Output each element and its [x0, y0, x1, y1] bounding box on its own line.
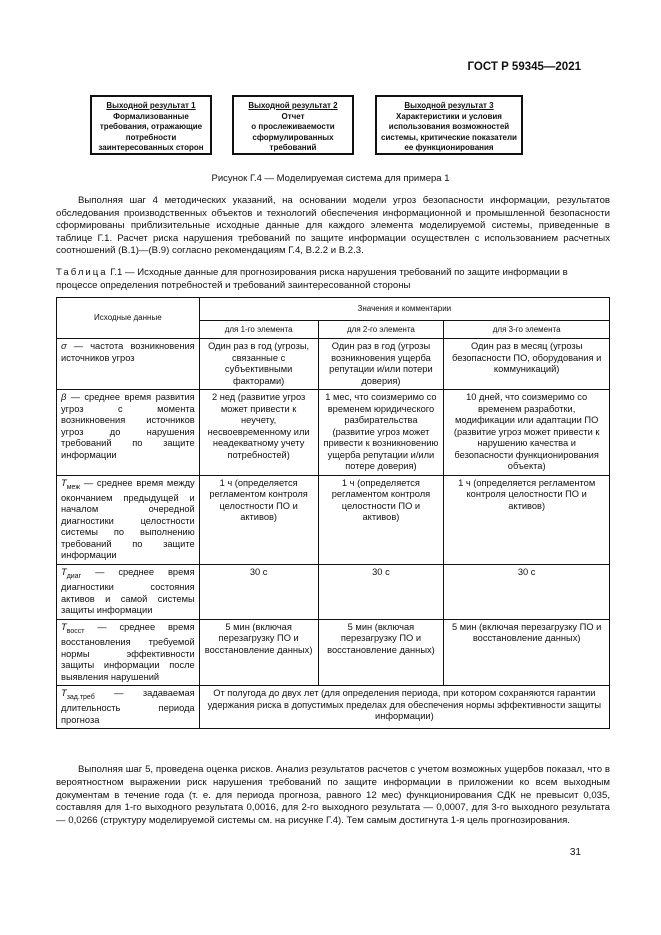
- value-cell: Один раз в месяц (угрозы безопасности ПО, оборудования и коммуникаций): [444, 339, 610, 390]
- output-result-box-2: [232, 95, 354, 155]
- output-result-box-3: [375, 95, 523, 155]
- value-cell: Один раз в год (угрозы, связанные с субъективными факторами): [199, 339, 318, 390]
- row-symbol: σ: [61, 341, 67, 351]
- row-label-text: — среднее время диагностики состояния активов и самой системы защиты информации: [61, 566, 195, 616]
- row-label: [57, 619, 200, 685]
- header-col-2: для 2-го элемента: [318, 321, 444, 339]
- row-symbol: T: [61, 477, 67, 488]
- value-cell: 30 с: [318, 564, 444, 619]
- table-row: [57, 564, 610, 619]
- row-label-text: — частота возникновения источников угроз: [61, 341, 195, 363]
- header-source: Исходные данные: [57, 298, 200, 339]
- row-symbol-subscript: меж: [66, 483, 80, 491]
- table-caption: [56, 267, 610, 292]
- box-body: о прослеживаемости сформулированных требований: [251, 122, 335, 152]
- value-cell: Один раз в год (угрозы возникновения ущерба репутации и/или потери доверия): [318, 339, 444, 390]
- value-cell: 2 нед (развитие угроз может привести к неучету, несвоевременному или неадекватному учету потребностей): [199, 390, 318, 476]
- row-symbol-subscript: диаг: [66, 572, 82, 580]
- value-cell-merged: От полугода до двух лет (для определения периода, при котором сохраняются гарантии удержания риска в допустимых пределах для обеспечения нормы эффективности защиты информации): [199, 686, 609, 729]
- table-caption-label: Таблица: [56, 267, 108, 278]
- table-row: [57, 339, 610, 390]
- value-cell: 10 дней, что соизмеримо со временем разработки, модификации или адаптации ПО (развитие угроз может привести к нарушению качества и безопасности функционирования объекта): [444, 390, 610, 476]
- value-cell: 5 мин (включая перезагрузку ПО и восстановление данных): [444, 619, 610, 685]
- output-result-box-1: [90, 95, 212, 155]
- value-cell: 1 мес, что соизмеримо со временем юридического разбирательства (развитие угроз может привести к возникновению ущерба репутации и/или потере доверия): [318, 390, 444, 476]
- box-title: Выходной результат 1: [106, 101, 196, 110]
- value-cell: 30 с: [199, 564, 318, 619]
- row-label-text: — среднее время между окончанием предыдущей и началом очередной диагностики целостности системы по выполнению требований по защите информации: [61, 477, 195, 561]
- box-title: Выходной результат 3: [404, 101, 494, 110]
- header-col-3: для 3-го элемента: [444, 321, 610, 339]
- row-label-text: — задаваемая длительность периода прогноза: [61, 688, 195, 725]
- paragraph-step5: Выполняя шаг 5, проведена оценка рисков. Анализ результатов расчетов с учетом возможных ущербов показал, что в вероятностном выражении риск нарушения требований по защите информации в приложении ко всем выходным документам в течение года (т. е. для периода прогноза, равного 12 мес) функционирования СДК не превысит 0,035, составляя для 1-го выходного результата 0,0016, для 2-го выходного результата — 0,0007, для 3-го выходного результата — 0,0266 (структуру моделируемой системы см. на рисунке Г.4). Тем самым достигнута 1-я цель прогнозирования.: [56, 764, 610, 827]
- row-label-text: — среднее время восстановления требуемой нормы эффективности защиты информации после выявления нарушений: [61, 621, 195, 682]
- header-values: Значения и комментарии: [199, 298, 609, 321]
- box-body: Характеристики и условия использования возможностей системы, критические показатели ее функционирования: [381, 111, 517, 152]
- row-symbol-subscript: зад.треб: [66, 693, 95, 701]
- value-cell: 5 мин (включая перезагрузку ПО и восстановление данных): [318, 619, 444, 685]
- value-cell: 1 ч (определяется регламентом контроля целостности ПО и активов): [444, 475, 610, 564]
- row-label: [57, 686, 200, 729]
- row-label: [57, 475, 200, 564]
- row-symbol: T: [61, 688, 67, 699]
- figure-caption: Рисунок Г.4 — Моделируемая система для примера 1: [211, 173, 450, 184]
- box-body: Формализованные требования, отражающие потребности заинтересованных сторон: [98, 111, 204, 152]
- row-symbol: T: [61, 566, 67, 577]
- table-row: [57, 475, 610, 564]
- value-cell: 1 ч (определяется регламентом контроля целостности ПО и активов): [199, 475, 318, 564]
- row-symbol: T: [61, 621, 67, 632]
- row-label: [57, 564, 200, 619]
- table-row: [57, 686, 610, 729]
- table-caption-text: Г.1 — Исходные данные для прогнозирования риска нарушения требований по защите информации в процессе определения потребностей и требований заинтересованной стороны: [56, 267, 568, 291]
- source-data-table: [56, 297, 610, 729]
- page-number: 31: [569, 847, 581, 858]
- row-symbol: β: [61, 392, 67, 402]
- row-label: [57, 339, 200, 390]
- paragraph-step4: Выполняя шаг 4 методических указаний, на основании модели угроз безопасности информации, результатов обследования производственных объектов и технологий обеспечения информационной и промышленной безопасности сформированы приблизительные исходные данные для каждого элемента моделируемой системы, приведенные в таблице Г.1. Расчет риска нарушения требований по защите информации осуществлен с использованием расчетных соотношений (В.1)—(В.9) согласно рекомендациям Г.4, В.2.2 и В.2.3.: [56, 195, 610, 257]
- value-cell: 30 с: [444, 564, 610, 619]
- row-label-text: — среднее время развития угроз с момента возникновения источников угроз до нарушения требований по защите информации: [61, 392, 195, 460]
- box-title: Выходной результат 2: [248, 101, 338, 110]
- row-symbol-subscript: восст: [66, 627, 85, 635]
- value-cell: 5 мин (включая перезагрузку ПО и восстановление данных): [199, 619, 318, 685]
- document-code: ГОСТ Р 59345—2021: [467, 61, 581, 73]
- table-row: [57, 619, 610, 685]
- box-subtitle: Отчет: [281, 111, 305, 121]
- header-col-1: для 1-го элемента: [199, 321, 318, 339]
- row-label: [57, 390, 200, 476]
- table-row: [57, 390, 610, 476]
- value-cell: 1 ч (определяется регламентом контроля целостности ПО и активов): [318, 475, 444, 564]
